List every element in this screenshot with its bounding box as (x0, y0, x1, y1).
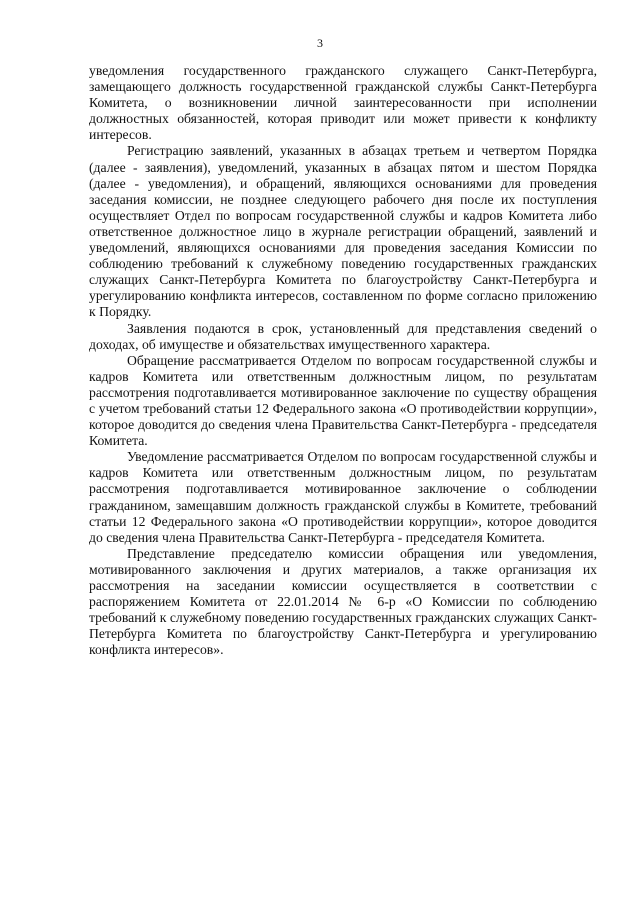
document-body (89, 63, 597, 658)
paragraph-appeal-review: Обращение рассматривается Отделом по вопросам государственной службы и кадров Комитета или ответственным должностным лицом, по результатам рассмотрения подготавливается мотивированное заключение по существу обращения с учетом требований статьи 12 Федерального закона «О противодействии коррупции», которое доводится до сведения члена Правительства Санкт-Петербурга - председателя Комитета. (89, 352, 597, 449)
page-number: 3 (317, 36, 323, 50)
paragraph-continuation: уведомления государственного гражданского служащего Санкт-Петербурга, замещающего должность государственной гражданской службы Санкт-Петербурга Комитета, о возникновении личной заинтересованности при исполнении должностных обязанностей, которая приводит или может привести к конфликту интересов. (89, 63, 597, 143)
paragraph-applications-deadline: Заявления подаются в срок, установленный для представления сведений о доходах, об имуществе и обязательствах имущественного характера. (89, 320, 597, 352)
paragraph-registration: Регистрацию заявлений, указанных в абзацах третьем и четвертом Порядка (далее - заявления), уведомлений, указанных в абзацах пятом и шестом Порядка (далее - уведомления), и обращений, являющихся основаниями для проведения заседания комиссии, не позднее следующего рабочего дня после их поступления осуществляет Отдел по вопросам государственной службы и кадров Комитета либо ответственное должностное лицо в журнале регистрации обращений, заявлений и уведомлений, являющихся основаниями для проведения заседания Комиссии по соблюдению требований к служебному поведению государственных гражданских служащих Санкт-Петербурга Комитета по благоустройству Санкт-Петербурга и урегулированию конфликта интересов, составленном по форме согласно приложению к Порядку. (89, 143, 597, 320)
paragraph-notification-review: Уведомление рассматривается Отделом по вопросам государственной службы и кадров Комитета или ответственным должностным лицом, по результатам рассмотрения подготавливается мотивированное заключение о соблюдении гражданином, замещавшим должность гражданской службы в Комитете, требований статьи 12 Федерального закона «О противодействии коррупции», которое доводится до сведения члена Правительства Санкт-Петербурга - председателя Комитета. (89, 449, 597, 545)
paragraph-submission-to-chair: Представление председателю комиссии обращения или уведомления, мотивированного заключения и других материалов, а также организация их рассмотрения на заседании комиссии осуществляется в соответствии с распоряжением Комитета от 22.01.2014 № 6-р «О Комиссии по соблюдению требований к служебному поведению государственных гражданских служащих Санкт-Петербурга Комитета по благоустройству Санкт-Петербурга и урегулированию конфликта интересов». (89, 545, 597, 658)
